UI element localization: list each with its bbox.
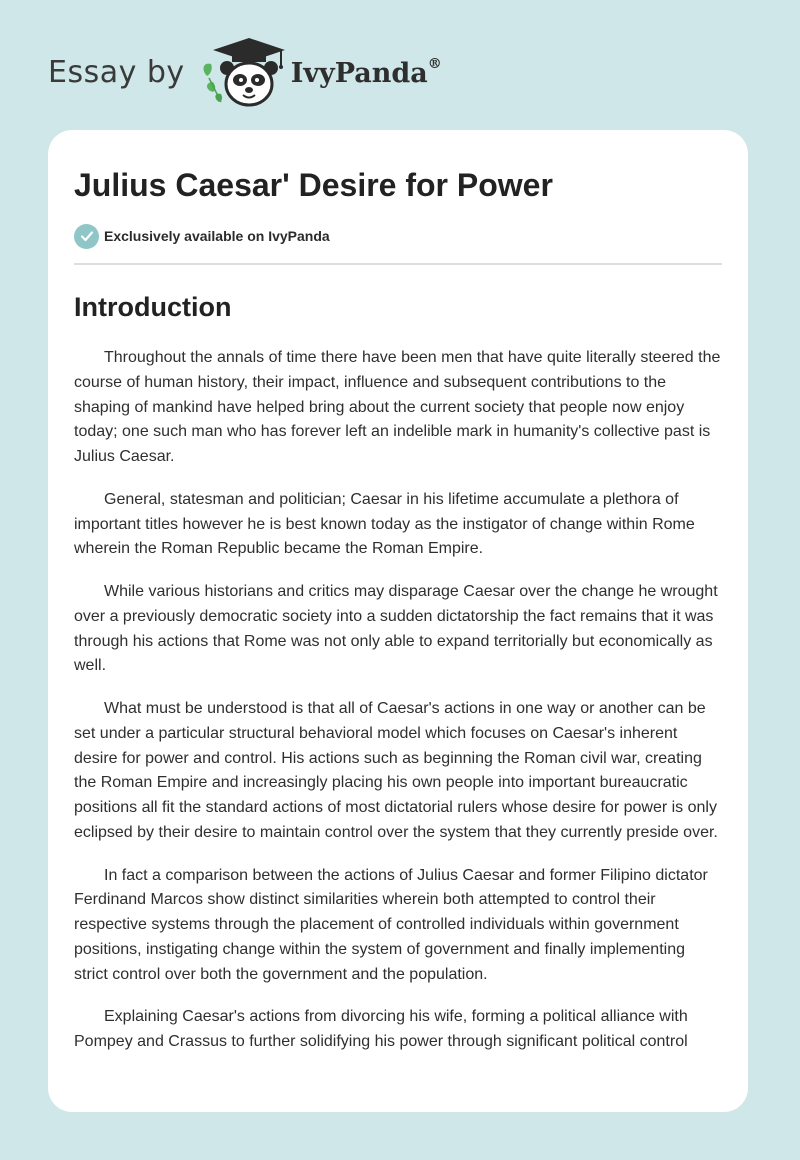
exclusive-badge-text: Exclusively available on IvyPanda: [104, 228, 330, 244]
panda-graduate-icon[interactable]: [199, 36, 289, 108]
paragraph: Explaining Caesar's actions from divorcing his wife, forming a political alliance with Pompey and Crassus to further solidifying his power through significant political control: [74, 1008, 688, 1051]
paragraph: While various historians and critics may disparage Caesar over the change he wrought over a previously democratic society into a sudden dictatorship the fact remains that it was through his actions that Rome was not only able to expand territorially but economically as well.: [74, 582, 718, 675]
paragraph: General, statesman and politician; Caesar in his lifetime accumulate a plethora of important titles however he is best known today as the instigator of change within Rome wherein the Roman Republic became the Roman Empire.: [74, 490, 695, 558]
check-circle-icon: [74, 224, 99, 249]
paragraph: Throughout the annals of time there have been men that have quite literally steered the course of human history, their impact, influence and subsequent contributions to the shaping of mankind have helped bring about the current society that people now enjoy today; one such man who has forever left an indelible mark in humanity's collective past is Julius Caesar.: [74, 349, 721, 466]
essay-title: Julius Caesar' Desire for Power: [74, 167, 553, 203]
essay-by-label: Essay by: [48, 54, 185, 90]
paragraph: In fact a comparison between the actions of Julius Caesar and former Filipino dictator Ferdinand Marcos show distinct similarities wherein both attempted to control their respective systems through the placement of controlled individuals within government positions, instigating change within the system of government and finally implementing strict control over both the government and the population.: [74, 866, 708, 983]
trademark-symbol: ®: [427, 55, 442, 72]
section-heading: Introduction: [74, 292, 232, 322]
site-header: [48, 36, 442, 108]
essay-body: [74, 346, 722, 1055]
exclusive-badge: [74, 223, 722, 249]
essay-card: [48, 130, 748, 1112]
brand-text: IvyPanda: [290, 57, 428, 89]
paragraph: What must be understood is that all of Caesar's actions in one way or another can be set under a particular structural behavioral model which focuses on Caesar's inherent desire for power and control. His actions such as beginning the Roman civil war, creating the Roman Empire and increasingly placing his own people into important bureaucratic positions all fit the standard actions of most dictatorial rulers whose desire for power is only eclipsed by their desire to maintain control over the system that they currently preside over.: [74, 699, 718, 841]
divider: [74, 263, 722, 265]
brand-name[interactable]: [290, 55, 442, 89]
